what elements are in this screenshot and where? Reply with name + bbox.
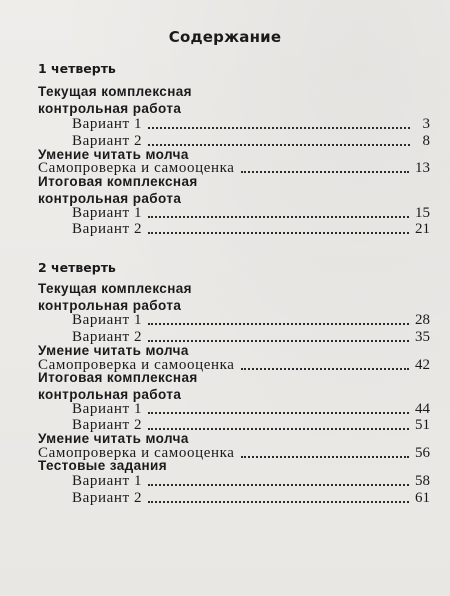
toc-entry-page: 61 (415, 490, 430, 506)
toc-entry-page: 3 (422, 116, 430, 132)
section-heading-line: контрольная работа (38, 297, 182, 313)
section-heading-line: Умение читать молча (38, 431, 189, 446)
toc-entry-page: 21 (415, 221, 430, 237)
toc-entry-label: Вариант 2 (72, 417, 143, 433)
quarter-2-heading: 2 четверть (38, 260, 116, 275)
section-heading-line: Текущая комплексная (38, 281, 192, 296)
dot-leader (241, 171, 409, 173)
dot-leader (148, 484, 409, 486)
toc-entry-label: Вариант 2 (72, 221, 143, 237)
toc-entry[interactable] (72, 473, 430, 490)
quarter-1-heading: 1 четверть (38, 61, 116, 76)
section-heading-line: Итоговая комплексная (38, 370, 198, 385)
toc-entry-label: Вариант 2 (72, 490, 143, 506)
section-heading-line: Текущая комплексная (38, 84, 192, 99)
toc-entry-page: 56 (415, 445, 430, 461)
toc-entry[interactable] (72, 490, 430, 507)
dot-leader (148, 501, 409, 503)
toc-entry-label: Вариант 1 (72, 312, 143, 328)
toc-entry-label: Вариант 2 (72, 133, 143, 149)
toc-entry-label: Самопроверка и самооценка (38, 160, 235, 176)
dot-leader (241, 456, 409, 458)
dot-leader (148, 144, 410, 146)
section-heading-line: контрольная работа (38, 100, 182, 116)
toc-entry-page: 42 (415, 357, 430, 373)
toc-entry-page: 44 (415, 401, 430, 417)
toc-entry[interactable] (72, 401, 430, 418)
dot-leader (148, 232, 409, 234)
toc-entry-label: Самопроверка и самооценка (38, 357, 235, 373)
toc-entry[interactable] (72, 116, 430, 133)
toc-entry-label: Вариант 2 (72, 329, 143, 345)
section-heading (38, 370, 198, 403)
toc-entry-label: Самопроверка и самооценка (38, 445, 235, 461)
toc-entry-label: Вариант 1 (72, 401, 143, 417)
toc-entry-label: Вариант 1 (72, 473, 143, 489)
toc-entry-page: 8 (422, 133, 430, 149)
section-heading (38, 84, 192, 117)
dot-leader (148, 216, 409, 218)
toc-entry-page: 13 (415, 160, 430, 176)
toc-entry-page: 15 (415, 205, 430, 221)
section-heading (38, 174, 198, 207)
dot-leader (241, 368, 409, 370)
section-heading-line: Тестовые задания (38, 458, 168, 473)
toc-entry-label: Вариант 1 (72, 116, 143, 132)
dot-leader (148, 428, 409, 430)
section-heading-line: Умение читать молча (38, 343, 189, 358)
toc-entry[interactable] (72, 221, 430, 238)
dot-leader (148, 340, 409, 342)
section-heading-line: Умение читать молча (38, 147, 189, 162)
section-heading (38, 281, 192, 314)
dot-leader (148, 412, 409, 414)
dot-leader (148, 127, 410, 129)
toc-entry-page: 28 (415, 312, 430, 328)
toc-entry-page: 51 (415, 417, 430, 433)
toc-entry-label: Вариант 1 (72, 205, 143, 221)
toc-entry[interactable] (72, 205, 430, 222)
page-title: Содержание (168, 28, 282, 46)
toc-entry-page: 35 (415, 329, 430, 345)
section-heading-line: контрольная работа (38, 386, 182, 402)
section-heading-line: контрольная работа (38, 190, 182, 206)
toc-entry-page: 58 (415, 473, 430, 489)
dot-leader (148, 323, 409, 325)
section-heading-line: Итоговая комплексная (38, 174, 198, 189)
toc-entry[interactable] (72, 312, 430, 329)
